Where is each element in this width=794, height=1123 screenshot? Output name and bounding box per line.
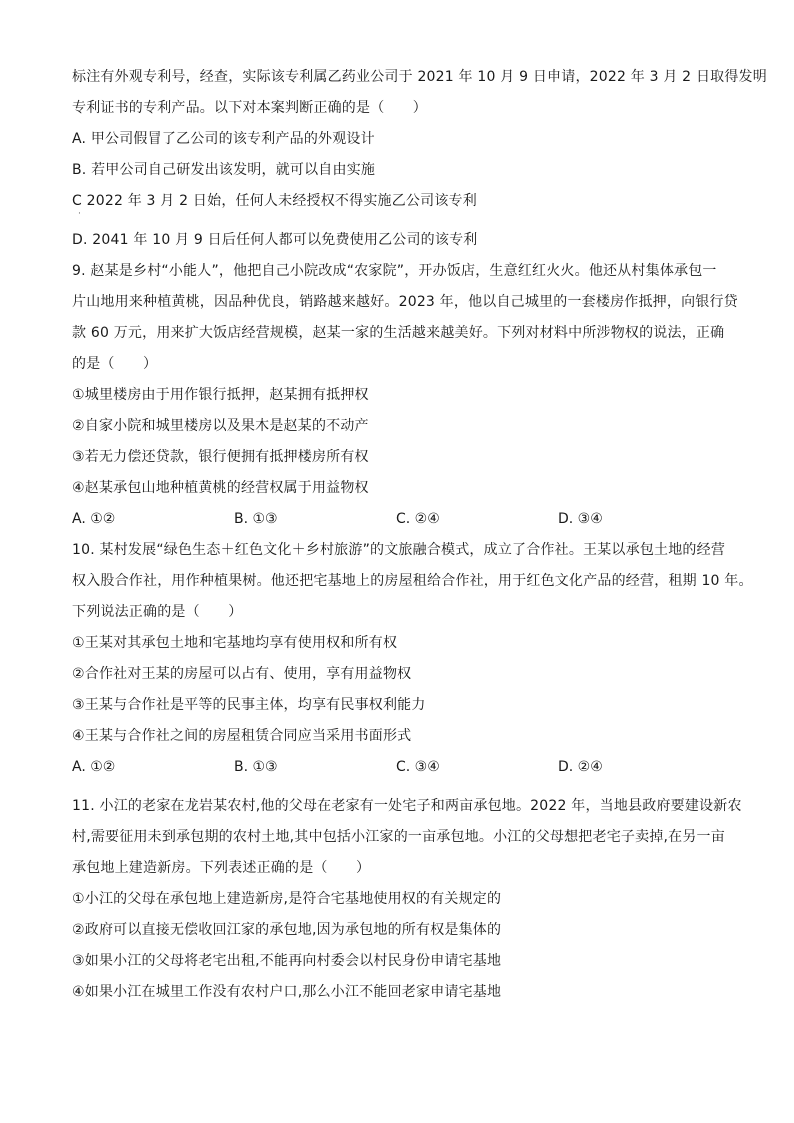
q8-option-c: C 2022 年 3 月 2 日始，任何人未经授权不得实施乙公司该专利	[72, 193, 477, 209]
q8-option-b: B. 若甲公司自己研发出该发明，就可以自由实施	[72, 162, 376, 178]
q8-stem-line-1: 标注有外观专利号，经查，实际该专利属乙药业公司于 2021 年 10 月 9 日申请，2022 年 3 月 2 日取得发明	[72, 69, 767, 85]
q9-choice-a: A. ①②	[72, 511, 116, 527]
q10-choices	[72, 752, 724, 783]
q11-stem-line-1: 11. 小江的老家在龙岩某农村,他的父母在老家有一处宅子和两亩承包地。2022 年，当地县政府要建设新农	[72, 798, 742, 814]
q9-stem-line-3: 款 60 万元，用来扩大饭店经营规模，赵某一家的生活越来越美好。下列对材料中所涉物权的说法，正确	[72, 325, 725, 341]
q9-choice-d: D. ③④	[558, 511, 603, 527]
punctuation-dot-mark: ·	[78, 209, 81, 219]
q9-item-3: ③若无力偿还贷款，银行便拥有抵押楼房所有权	[72, 449, 369, 465]
q11-stem-line-3: 承包地上建造新房。下列表述正确的是（ ）	[72, 860, 371, 876]
q9-item-4: ④赵某承包山地种植黄桃的经营权属于用益物权	[72, 480, 369, 496]
q10-item-1: ①王某对其承包土地和宅基地均享有使用权和所有权	[72, 635, 398, 651]
q10-item-2: ②合作社对王某的房屋可以占有、使用，享有用益物权	[72, 666, 412, 682]
q10-choice-a: A. ①②	[72, 759, 116, 775]
q11-item-4: ④如果小江在城里工作没有农村户口,那么小江不能回老家申请宅基地	[72, 984, 502, 1000]
q9-stem-line-4: 的是（ ）	[72, 356, 158, 372]
q10-item-3: ③王某与合作社是平等的民事主体，均享有民事权利能力	[72, 697, 426, 713]
q9-choice-c: C. ②④	[396, 511, 440, 527]
q10-stem-line-3: 下列说法正确的是（ ）	[72, 604, 243, 620]
q9-choice-b: B. ①③	[234, 511, 278, 527]
q10-stem-line-2: 权入股合作社，用作种植果树。他还把宅基地上的房屋租给合作社，用于红色文化产品的经营，租期 10 年。	[72, 573, 753, 589]
q8-option-a: A. 甲公司假冒了乙公司的该专利产品的外观设计	[72, 131, 375, 147]
spacer	[72, 783, 724, 791]
q9-stem-line-1: 9. 赵某是乡村“小能人”，他把自己小院改成“农家院”，开办饭店，生意红红火火。他还从村集体承包一	[72, 263, 717, 279]
q11-item-1: ①小江的父母在承包地上建造新房,是符合宅基地使用权的有关规定的	[72, 891, 502, 907]
q10-item-4: ④王某与合作社之间的房屋租赁合同应当采用书面形式	[72, 728, 412, 744]
q10-choice-c: C. ③④	[396, 759, 440, 775]
q10-choice-b: B. ①③	[234, 759, 278, 775]
q11-item-2: ②政府可以直接无偿收回江家的承包地,因为承包地的所有权是集体的	[72, 922, 502, 938]
q10-stem-line-1: 10. 某村发展“绿色生态＋红色文化＋乡村旅游”的文旅融合模式，成立了合作社。王某以承包土地的经营	[72, 542, 726, 558]
q8-stem-line-2: 专利证书的专利产品。以下对本案判断正确的是（ ）	[72, 100, 427, 116]
spacer	[72, 209, 724, 225]
q9-stem-line-2: 片山地用来种植黄桃，因品种优良，销路越来越好。2023 年，他以自己城里的一套楼房作抵押，向银行贷	[72, 294, 738, 310]
q8-option-d: D. 2041 年 10 月 9 日后任何人都可以免费使用乙公司的该专利	[72, 232, 478, 248]
q9-item-2: ②自家小院和城里楼房以及果木是赵某的不动产	[72, 418, 369, 434]
q9-choices	[72, 504, 724, 535]
q9-item-1: ①城里楼房由于用作银行抵押，赵某拥有抵押权	[72, 387, 369, 403]
q11-stem-line-2: 村,需要征用未到承包期的农村土地,其中包括小江家的一亩承包地。小江的父母想把老宅子卖掉,在另一亩	[72, 829, 725, 845]
q11-item-3: ③如果小江的父母将老宅出租,不能再向村委会以村民身份申请宅基地	[72, 953, 502, 969]
q10-choice-d: D. ②④	[558, 759, 603, 775]
